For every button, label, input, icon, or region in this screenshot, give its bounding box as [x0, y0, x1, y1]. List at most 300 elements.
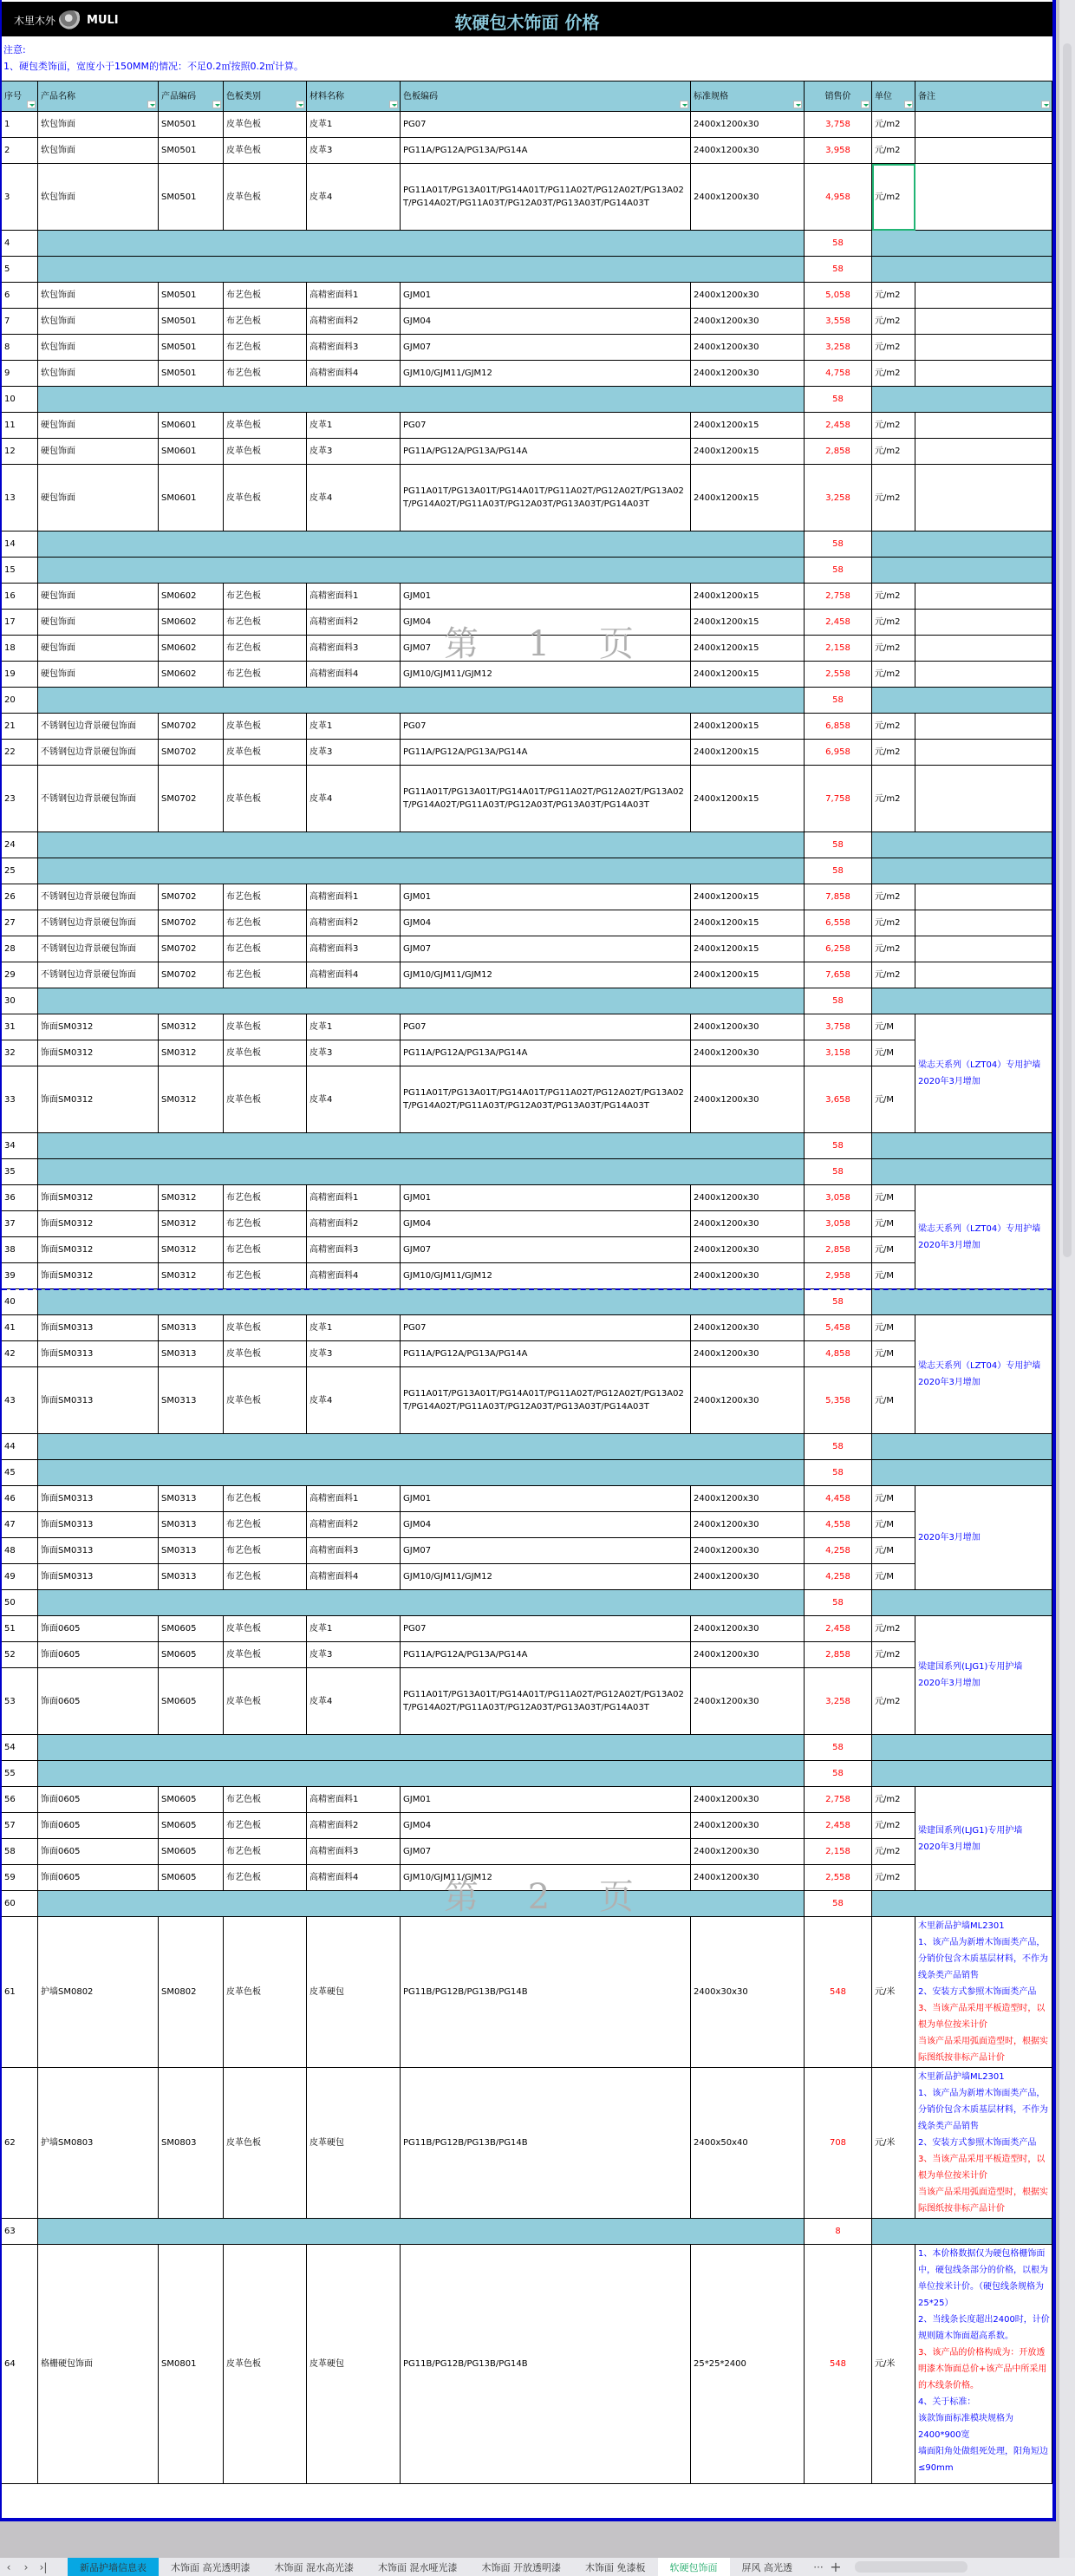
cell-spec[interactable]: 2400x1200x30	[691, 1865, 805, 1891]
cell-spec[interactable]: 2400x1200x30	[691, 1066, 805, 1133]
price-cell[interactable]: 58	[805, 257, 872, 283]
cell-code[interactable]: SM0313	[159, 1564, 224, 1590]
cell-code[interactable]: SM0313	[159, 1486, 224, 1512]
cell-color[interactable]: PG11B/PG12B/PG13B/PG14B	[401, 2068, 691, 2219]
filter-dropdown-icon[interactable]	[147, 101, 156, 108]
cell-cat[interactable]: 皮革色板	[224, 1917, 307, 2068]
cell-price[interactable]: 5,058	[805, 283, 872, 309]
cell-unit[interactable]: 元/m2	[872, 766, 915, 832]
cell-code[interactable]: SM0501	[159, 112, 224, 138]
cell-mat[interactable]: 皮革3	[307, 1341, 401, 1367]
cell-code[interactable]: SM0602	[159, 662, 224, 688]
cell-code[interactable]: SM0601	[159, 439, 224, 465]
cell-name[interactable]: 不锈钢包边背景硬包饰面	[38, 962, 159, 988]
row-number[interactable]: 31	[2, 1014, 38, 1040]
row-number[interactable]: 56	[2, 1787, 38, 1813]
cell-color[interactable]: GJM04	[401, 309, 691, 335]
row-number[interactable]: 60	[2, 1891, 38, 1917]
cell-color[interactable]: PG11A/PG12A/PG13A/PG14A	[401, 740, 691, 766]
cell-price[interactable]: 2,558	[805, 1865, 872, 1891]
sheet-tab[interactable]: 木饰面 混水高光漆	[274, 2561, 354, 2573]
cell-cat[interactable]: 布艺色板	[224, 1813, 307, 1839]
cell-price[interactable]: 2,758	[805, 1787, 872, 1813]
sheet-tab[interactable]: 木饰面 免漆板	[585, 2561, 646, 2573]
cell-color[interactable]: GJM07	[401, 1839, 691, 1865]
cell-unit[interactable]: 元/M	[872, 1066, 915, 1133]
cell-name[interactable]: 不锈钢包边背景硬包饰面	[38, 910, 159, 936]
cell-color[interactable]: GJM01	[401, 1486, 691, 1512]
cell-name[interactable]: 不锈钢包边背景硬包饰面	[38, 936, 159, 962]
price-cell[interactable]: 58	[805, 688, 872, 714]
cell-unit[interactable]: 元/m2	[872, 112, 915, 138]
cell-cat[interactable]: 皮革色板	[224, 1668, 307, 1735]
cell-unit[interactable]: 元/m2	[872, 465, 915, 532]
remark-cell[interactable]	[915, 138, 1052, 164]
cell-color[interactable]: GJM10/GJM11/GJM12	[401, 962, 691, 988]
cell-unit[interactable]: 元/M	[872, 1040, 915, 1066]
cell-unit[interactable]: 元/米	[872, 2068, 915, 2219]
cell-name[interactable]: 饰面SM0313	[38, 1486, 159, 1512]
cell-spec[interactable]: 2400x1200x30	[691, 1642, 805, 1668]
cell-price[interactable]: 6,558	[805, 910, 872, 936]
remark-cell[interactable]	[915, 1315, 1052, 1434]
row-number[interactable]: 40	[2, 1289, 38, 1315]
cell-price[interactable]: 708	[805, 2068, 872, 2219]
cell-spec[interactable]: 2400x1200x30	[691, 1040, 805, 1066]
cell-color[interactable]: GJM04	[401, 910, 691, 936]
cell-color[interactable]: GJM10/GJM11/GJM12	[401, 1564, 691, 1590]
price-cell[interactable]: 58	[805, 231, 872, 257]
cell-mat[interactable]: 皮革硬包	[307, 2068, 401, 2219]
scrollbar-thumb[interactable]	[1063, 43, 1072, 1257]
cell-code[interactable]: SM0605	[159, 1813, 224, 1839]
cell-color[interactable]: PG11A01T/PG13A01T/PG14A01T/PG11A02T/PG12A02T/PG13A02T/PG14A02T/PG11A03T/PG12A03T/PG13A03T/PG14A03T	[401, 1668, 691, 1735]
cell-name[interactable]: 饰面0605	[38, 1642, 159, 1668]
row-number[interactable]: 2	[2, 138, 38, 164]
cell-spec[interactable]: 2400x1200x30	[691, 1486, 805, 1512]
cell-code[interactable]: SM0501	[159, 283, 224, 309]
row-number[interactable]: 62	[2, 2068, 38, 2219]
cell-color[interactable]: GJM10/GJM11/GJM12	[401, 662, 691, 688]
cell-code[interactable]: SM0313	[159, 1367, 224, 1434]
row-number[interactable]: 32	[2, 1040, 38, 1066]
cell-unit[interactable]: 元/m2	[872, 584, 915, 610]
remark-cell[interactable]	[915, 936, 1052, 962]
cell-mat[interactable]: 高精密面料1	[307, 584, 401, 610]
price-cell[interactable]: 58	[805, 1891, 872, 1917]
cell-unit[interactable]: 元/m2	[872, 1839, 915, 1865]
cell-cat[interactable]: 皮革色板	[224, 1066, 307, 1133]
cell-cat[interactable]: 皮革色板	[224, 1642, 307, 1668]
cell-price[interactable]: 2,458	[805, 413, 872, 439]
cell-code[interactable]: SM0702	[159, 740, 224, 766]
row-number[interactable]: 37	[2, 1211, 38, 1237]
cell-cat[interactable]: 皮革色板	[224, 112, 307, 138]
cell-cat[interactable]: 皮革色板	[224, 1040, 307, 1066]
remark-cell[interactable]	[915, 413, 1052, 439]
cell-color[interactable]: PG11A/PG12A/PG13A/PG14A	[401, 1341, 691, 1367]
cell-price[interactable]: 2,458	[805, 1616, 872, 1642]
row-number[interactable]: 13	[2, 465, 38, 532]
cell-cat[interactable]: 布艺色板	[224, 1839, 307, 1865]
cell-code[interactable]: SM0602	[159, 584, 224, 610]
row-number[interactable]: 16	[2, 584, 38, 610]
row-number[interactable]: 64	[2, 2245, 38, 2484]
cell-unit[interactable]: 元/m2	[872, 413, 915, 439]
cell-spec[interactable]: 2400x1200x30	[691, 164, 805, 231]
cell-color[interactable]: PG11A/PG12A/PG13A/PG14A	[401, 1642, 691, 1668]
remark-cell[interactable]	[915, 662, 1052, 688]
cell-mat[interactable]: 皮革4	[307, 1668, 401, 1735]
cell-cat[interactable]: 布艺色板	[224, 309, 307, 335]
cell-color[interactable]: PG11A01T/PG13A01T/PG14A01T/PG11A02T/PG12A02T/PG13A02T/PG14A02T/PG11A03T/PG12A03T/PG13A03T/PG14A03T	[401, 1367, 691, 1434]
cell-spec[interactable]: 2400x1200x30	[691, 1512, 805, 1538]
cell-mat[interactable]: 皮革3	[307, 138, 401, 164]
cell-color[interactable]: PG11B/PG12B/PG13B/PG14B	[401, 2245, 691, 2484]
remark-cell[interactable]	[915, 1185, 1052, 1289]
sheet-tab[interactable]: 新品护墙信息表	[68, 2558, 159, 2576]
cell-name[interactable]: 饰面0605	[38, 1813, 159, 1839]
cell-spec[interactable]: 2400x1200x30	[691, 283, 805, 309]
filter-dropdown-icon[interactable]	[27, 101, 36, 108]
cell-mat[interactable]: 高精密面料4	[307, 1865, 401, 1891]
column-header[interactable]	[691, 81, 805, 112]
cell-spec[interactable]: 2400x1200x30	[691, 1616, 805, 1642]
cell-color[interactable]: GJM10/GJM11/GJM12	[401, 1263, 691, 1289]
cell-color[interactable]: GJM10/GJM11/GJM12	[401, 1865, 691, 1891]
price-cell[interactable]: 58	[805, 1460, 872, 1486]
cell-cat[interactable]: 布艺色板	[224, 1211, 307, 1237]
cell-unit[interactable]: 元/m2	[872, 309, 915, 335]
cell-mat[interactable]: 皮革3	[307, 740, 401, 766]
cell-cat[interactable]: 皮革色板	[224, 2245, 307, 2484]
row-number[interactable]: 50	[2, 1590, 38, 1616]
remark-cell[interactable]	[915, 283, 1052, 309]
filter-dropdown-icon[interactable]	[296, 101, 304, 108]
row-number[interactable]: 27	[2, 910, 38, 936]
cell-name[interactable]: 不锈钢包边背景硬包饰面	[38, 766, 159, 832]
row-number[interactable]: 11	[2, 413, 38, 439]
sheet-tab[interactable]: 木饰面 高光透明漆	[171, 2561, 251, 2573]
prev-sheet-button[interactable]: ‹	[6, 2560, 11, 2573]
cell-name[interactable]: 饰面SM0313	[38, 1512, 159, 1538]
cell-mat[interactable]: 高精密面料2	[307, 309, 401, 335]
sheet-tab[interactable]: 木饰面 开放透明漆	[481, 2561, 561, 2573]
remark-cell[interactable]	[915, 1917, 1052, 2068]
cell-unit[interactable]: 元/M	[872, 1315, 915, 1341]
cell-price[interactable]: 3,958	[805, 138, 872, 164]
cell-price[interactable]: 548	[805, 2245, 872, 2484]
cell-spec[interactable]: 2400x1200x30	[691, 1564, 805, 1590]
cell-spec[interactable]: 2400x1200x15	[691, 936, 805, 962]
price-cell[interactable]: 58	[805, 1735, 872, 1761]
cell-code[interactable]: SM0312	[159, 1263, 224, 1289]
cell-mat[interactable]: 高精密面料2	[307, 1211, 401, 1237]
cell-name[interactable]: 饰面SM0313	[38, 1564, 159, 1590]
cell-color[interactable]: GJM10/GJM11/GJM12	[401, 361, 691, 387]
cell-spec[interactable]: 2400x1200x15	[691, 884, 805, 910]
filter-dropdown-icon[interactable]	[680, 101, 688, 108]
cell-cat[interactable]: 皮革色板	[224, 1367, 307, 1434]
cell-spec[interactable]: 2400x1200x30	[691, 112, 805, 138]
cell-cat[interactable]: 皮革色板	[224, 465, 307, 532]
cell-color[interactable]: GJM07	[401, 1538, 691, 1564]
column-header[interactable]	[307, 81, 401, 112]
cell-code[interactable]: SM0501	[159, 138, 224, 164]
price-cell[interactable]: 58	[805, 558, 872, 584]
cell-price[interactable]: 3,158	[805, 1040, 872, 1066]
cell-name[interactable]: 饰面SM0312	[38, 1185, 159, 1211]
column-header[interactable]	[915, 81, 1052, 112]
cell-spec[interactable]: 2400x1200x30	[691, 1237, 805, 1263]
cell-price[interactable]: 4,958	[805, 164, 872, 231]
cell-spec[interactable]: 2400x1200x30	[691, 361, 805, 387]
cell-cat[interactable]: 皮革色板	[224, 1315, 307, 1341]
remark-cell[interactable]	[915, 766, 1052, 832]
cell-code[interactable]: SM0312	[159, 1066, 224, 1133]
row-number[interactable]: 18	[2, 636, 38, 662]
row-number[interactable]: 59	[2, 1865, 38, 1891]
cell-cat[interactable]: 布艺色板	[224, 1538, 307, 1564]
remark-cell[interactable]	[915, 962, 1052, 988]
cell-code[interactable]: SM0601	[159, 465, 224, 532]
cell-code[interactable]: SM0605	[159, 1616, 224, 1642]
cell-price[interactable]: 3,258	[805, 465, 872, 532]
row-number[interactable]: 34	[2, 1133, 38, 1159]
cell-color[interactable]: GJM01	[401, 1787, 691, 1813]
cell-cat[interactable]: 皮革色板	[224, 1616, 307, 1642]
cell-price[interactable]: 2,858	[805, 439, 872, 465]
cell-code[interactable]: SM0313	[159, 1341, 224, 1367]
cell-unit[interactable]: 元/m2	[872, 740, 915, 766]
cell-unit[interactable]: 元/m2	[872, 910, 915, 936]
remark-cell[interactable]	[915, 2068, 1052, 2219]
cell-code[interactable]: SM0803	[159, 2068, 224, 2219]
cell-mat[interactable]: 皮革4	[307, 766, 401, 832]
cell-unit[interactable]: 元/M	[872, 1014, 915, 1040]
add-sheet-button[interactable]: +	[830, 2559, 842, 2575]
remark-cell[interactable]	[915, 910, 1052, 936]
cell-code[interactable]: SM0312	[159, 1014, 224, 1040]
cell-code[interactable]: SM0312	[159, 1211, 224, 1237]
cell-name[interactable]: 饰面SM0312	[38, 1263, 159, 1289]
row-number[interactable]: 4	[2, 231, 38, 257]
cell-unit[interactable]: 元/米	[872, 1917, 915, 2068]
cell-cat[interactable]: 布艺色板	[224, 1486, 307, 1512]
row-number[interactable]: 57	[2, 1813, 38, 1839]
cell-unit[interactable]: 元/m2	[872, 1813, 915, 1839]
cell-mat[interactable]: 皮革4	[307, 1367, 401, 1434]
cell-unit[interactable]: 元/m2	[872, 1865, 915, 1891]
filter-dropdown-icon[interactable]	[212, 101, 221, 108]
cell-unit[interactable]: 元/m2	[872, 636, 915, 662]
cell-price[interactable]: 6,258	[805, 936, 872, 962]
cell-name[interactable]: 饰面0605	[38, 1865, 159, 1891]
cell-code[interactable]: SM0605	[159, 1787, 224, 1813]
row-number[interactable]: 22	[2, 740, 38, 766]
row-number[interactable]: 49	[2, 1564, 38, 1590]
cell-mat[interactable]: 高精密面料3	[307, 1839, 401, 1865]
cell-spec[interactable]: 2400x1200x30	[691, 1185, 805, 1211]
cell-cat[interactable]: 皮革色板	[224, 138, 307, 164]
cell-price[interactable]: 3,658	[805, 1066, 872, 1133]
cell-mat[interactable]: 高精密面料2	[307, 610, 401, 636]
cell-name[interactable]: 格栅硬包饰面	[38, 2245, 159, 2484]
cell-name[interactable]: 硬包饰面	[38, 584, 159, 610]
remark-cell[interactable]	[915, 884, 1052, 910]
cell-price[interactable]: 3,258	[805, 335, 872, 361]
row-number[interactable]: 63	[2, 2219, 38, 2245]
cell-color[interactable]: PG07	[401, 1014, 691, 1040]
cell-cat[interactable]: 皮革色板	[224, 164, 307, 231]
cell-spec[interactable]: 2400x1200x30	[691, 1813, 805, 1839]
remark-cell[interactable]	[915, 361, 1052, 387]
cell-cat[interactable]: 布艺色板	[224, 662, 307, 688]
column-header[interactable]	[805, 81, 872, 112]
remark-cell[interactable]	[915, 335, 1052, 361]
cell-color[interactable]: PG07	[401, 413, 691, 439]
cell-name[interactable]: 饰面0605	[38, 1787, 159, 1813]
remark-cell[interactable]	[915, 439, 1052, 465]
cell-code[interactable]: SM0801	[159, 2245, 224, 2484]
cell-code[interactable]: SM0702	[159, 714, 224, 740]
cell-mat[interactable]: 高精密面料3	[307, 1237, 401, 1263]
cell-name[interactable]: 不锈钢包边背景硬包饰面	[38, 740, 159, 766]
row-number[interactable]: 44	[2, 1434, 38, 1460]
cell-name[interactable]: 软包饰面	[38, 112, 159, 138]
cell-price[interactable]: 6,858	[805, 714, 872, 740]
cell-mat[interactable]: 皮革1	[307, 413, 401, 439]
cell-code[interactable]: SM0602	[159, 636, 224, 662]
cell-color[interactable]: PG11A/PG12A/PG13A/PG14A	[401, 1040, 691, 1066]
cell-code[interactable]: SM0802	[159, 1917, 224, 2068]
cell-name[interactable]: 软包饰面	[38, 361, 159, 387]
cell-color[interactable]: PG11A01T/PG13A01T/PG14A01T/PG11A02T/PG12A02T/PG13A02T/PG14A02T/PG11A03T/PG12A03T/PG13A03T/PG14A03T	[401, 766, 691, 832]
cell-color[interactable]: GJM07	[401, 1237, 691, 1263]
cell-price[interactable]: 5,458	[805, 1315, 872, 1341]
cell-unit[interactable]: 元/M	[872, 1237, 915, 1263]
column-header[interactable]	[224, 81, 307, 112]
cell-name[interactable]: 硬包饰面	[38, 413, 159, 439]
row-number[interactable]: 51	[2, 1616, 38, 1642]
cell-spec[interactable]: 2400x1200x30	[691, 309, 805, 335]
filter-dropdown-icon[interactable]	[1041, 101, 1050, 108]
row-number[interactable]: 48	[2, 1538, 38, 1564]
cell-unit[interactable]: 元/m2	[872, 1668, 915, 1735]
sheet-tab[interactable]: 软硬包饰面	[658, 2558, 730, 2576]
row-number[interactable]: 3	[2, 164, 38, 231]
cell-name[interactable]: 饰面0605	[38, 1839, 159, 1865]
remark-cell[interactable]	[915, 1486, 1052, 1590]
cell-price[interactable]: 4,258	[805, 1538, 872, 1564]
cell-color[interactable]: PG11B/PG12B/PG13B/PG14B	[401, 1917, 691, 2068]
cell-cat[interactable]: 皮革色板	[224, 413, 307, 439]
cell-color[interactable]: GJM01	[401, 584, 691, 610]
cell-code[interactable]: SM0501	[159, 309, 224, 335]
column-header[interactable]	[872, 81, 915, 112]
cell-name[interactable]: 饰面SM0313	[38, 1315, 159, 1341]
cell-cat[interactable]: 布艺色板	[224, 335, 307, 361]
remark-cell[interactable]	[915, 112, 1052, 138]
remark-cell[interactable]	[915, 465, 1052, 532]
cell-mat[interactable]: 皮革4	[307, 465, 401, 532]
cell-unit[interactable]: 元/M	[872, 1486, 915, 1512]
cell-cat[interactable]: 皮革色板	[224, 1341, 307, 1367]
cell-spec[interactable]: 2400x1200x15	[691, 413, 805, 439]
row-number[interactable]: 6	[2, 283, 38, 309]
cell-spec[interactable]: 2400x1200x30	[691, 1839, 805, 1865]
sheet-tab[interactable]: 木饰面 混水哑光漆	[378, 2561, 458, 2573]
row-number[interactable]: 17	[2, 610, 38, 636]
cell-mat[interactable]: 皮革硬包	[307, 2245, 401, 2484]
cell-unit[interactable]: 元/m2	[872, 138, 915, 164]
cell-color[interactable]: PG07	[401, 714, 691, 740]
remark-cell[interactable]	[915, 610, 1052, 636]
cell-price[interactable]: 3,058	[805, 1185, 872, 1211]
cell-price[interactable]: 2,158	[805, 636, 872, 662]
cell-mat[interactable]: 高精密面料4	[307, 361, 401, 387]
cell-unit[interactable]: 元/M	[872, 1538, 915, 1564]
cell-name[interactable]: 饰面SM0312	[38, 1211, 159, 1237]
cell-color[interactable]: GJM01	[401, 283, 691, 309]
cell-cat[interactable]: 皮革色板	[224, 714, 307, 740]
cell-price[interactable]: 3,058	[805, 1211, 872, 1237]
cell-spec[interactable]: 2400x1200x15	[691, 439, 805, 465]
cell-mat[interactable]: 皮革1	[307, 1315, 401, 1341]
row-number[interactable]: 24	[2, 832, 38, 858]
cell-color[interactable]: PG11A01T/PG13A01T/PG14A01T/PG11A02T/PG12A02T/PG13A02T/PG14A02T/PG11A03T/PG12A03T/PG13A03T/PG14A03T	[401, 465, 691, 532]
price-cell[interactable]: 58	[805, 1133, 872, 1159]
price-cell[interactable]: 58	[805, 832, 872, 858]
remark-cell[interactable]	[915, 714, 1052, 740]
cell-spec[interactable]: 2400x1200x30	[691, 1668, 805, 1735]
horizontal-scrollbar[interactable]	[855, 2561, 968, 2573]
row-number[interactable]: 26	[2, 884, 38, 910]
row-number[interactable]: 45	[2, 1460, 38, 1486]
cell-unit[interactable]: 元/m2	[872, 164, 915, 231]
cell-spec[interactable]: 2400x1200x30	[691, 1014, 805, 1040]
cell-cat[interactable]: 布艺色板	[224, 936, 307, 962]
cell-mat[interactable]: 皮革3	[307, 1642, 401, 1668]
vertical-scrollbar[interactable]	[1059, 0, 1075, 2558]
cell-color[interactable]: GJM04	[401, 1211, 691, 1237]
cell-unit[interactable]: 元/m2	[872, 1642, 915, 1668]
cell-price[interactable]: 3,558	[805, 309, 872, 335]
cell-unit[interactable]: 元/m2	[872, 1616, 915, 1642]
cell-cat[interactable]: 布艺色板	[224, 283, 307, 309]
cell-spec[interactable]: 2400x1200x15	[691, 740, 805, 766]
price-cell[interactable]: 58	[805, 1434, 872, 1460]
cell-spec[interactable]: 2400x1200x15	[691, 910, 805, 936]
cell-spec[interactable]: 2400x1200x30	[691, 1341, 805, 1367]
cell-name[interactable]: 饰面SM0313	[38, 1538, 159, 1564]
cell-unit[interactable]: 元/米	[872, 2245, 915, 2484]
cell-name[interactable]: 软包饰面	[38, 283, 159, 309]
cell-code[interactable]: SM0313	[159, 1512, 224, 1538]
cell-unit[interactable]: 元/M	[872, 1263, 915, 1289]
cell-code[interactable]: SM0601	[159, 413, 224, 439]
cell-unit[interactable]: 元/m2	[872, 714, 915, 740]
row-number[interactable]: 58	[2, 1839, 38, 1865]
row-number[interactable]: 20	[2, 688, 38, 714]
cell-unit[interactable]: 元/m2	[872, 610, 915, 636]
cell-spec[interactable]: 2400x1200x15	[691, 636, 805, 662]
row-number[interactable]: 1	[2, 112, 38, 138]
cell-cat[interactable]: 布艺色板	[224, 361, 307, 387]
cell-spec[interactable]: 2400x1200x30	[691, 1315, 805, 1341]
cell-spec[interactable]: 2400x1200x15	[691, 962, 805, 988]
cell-spec[interactable]: 2400x1200x15	[691, 465, 805, 532]
